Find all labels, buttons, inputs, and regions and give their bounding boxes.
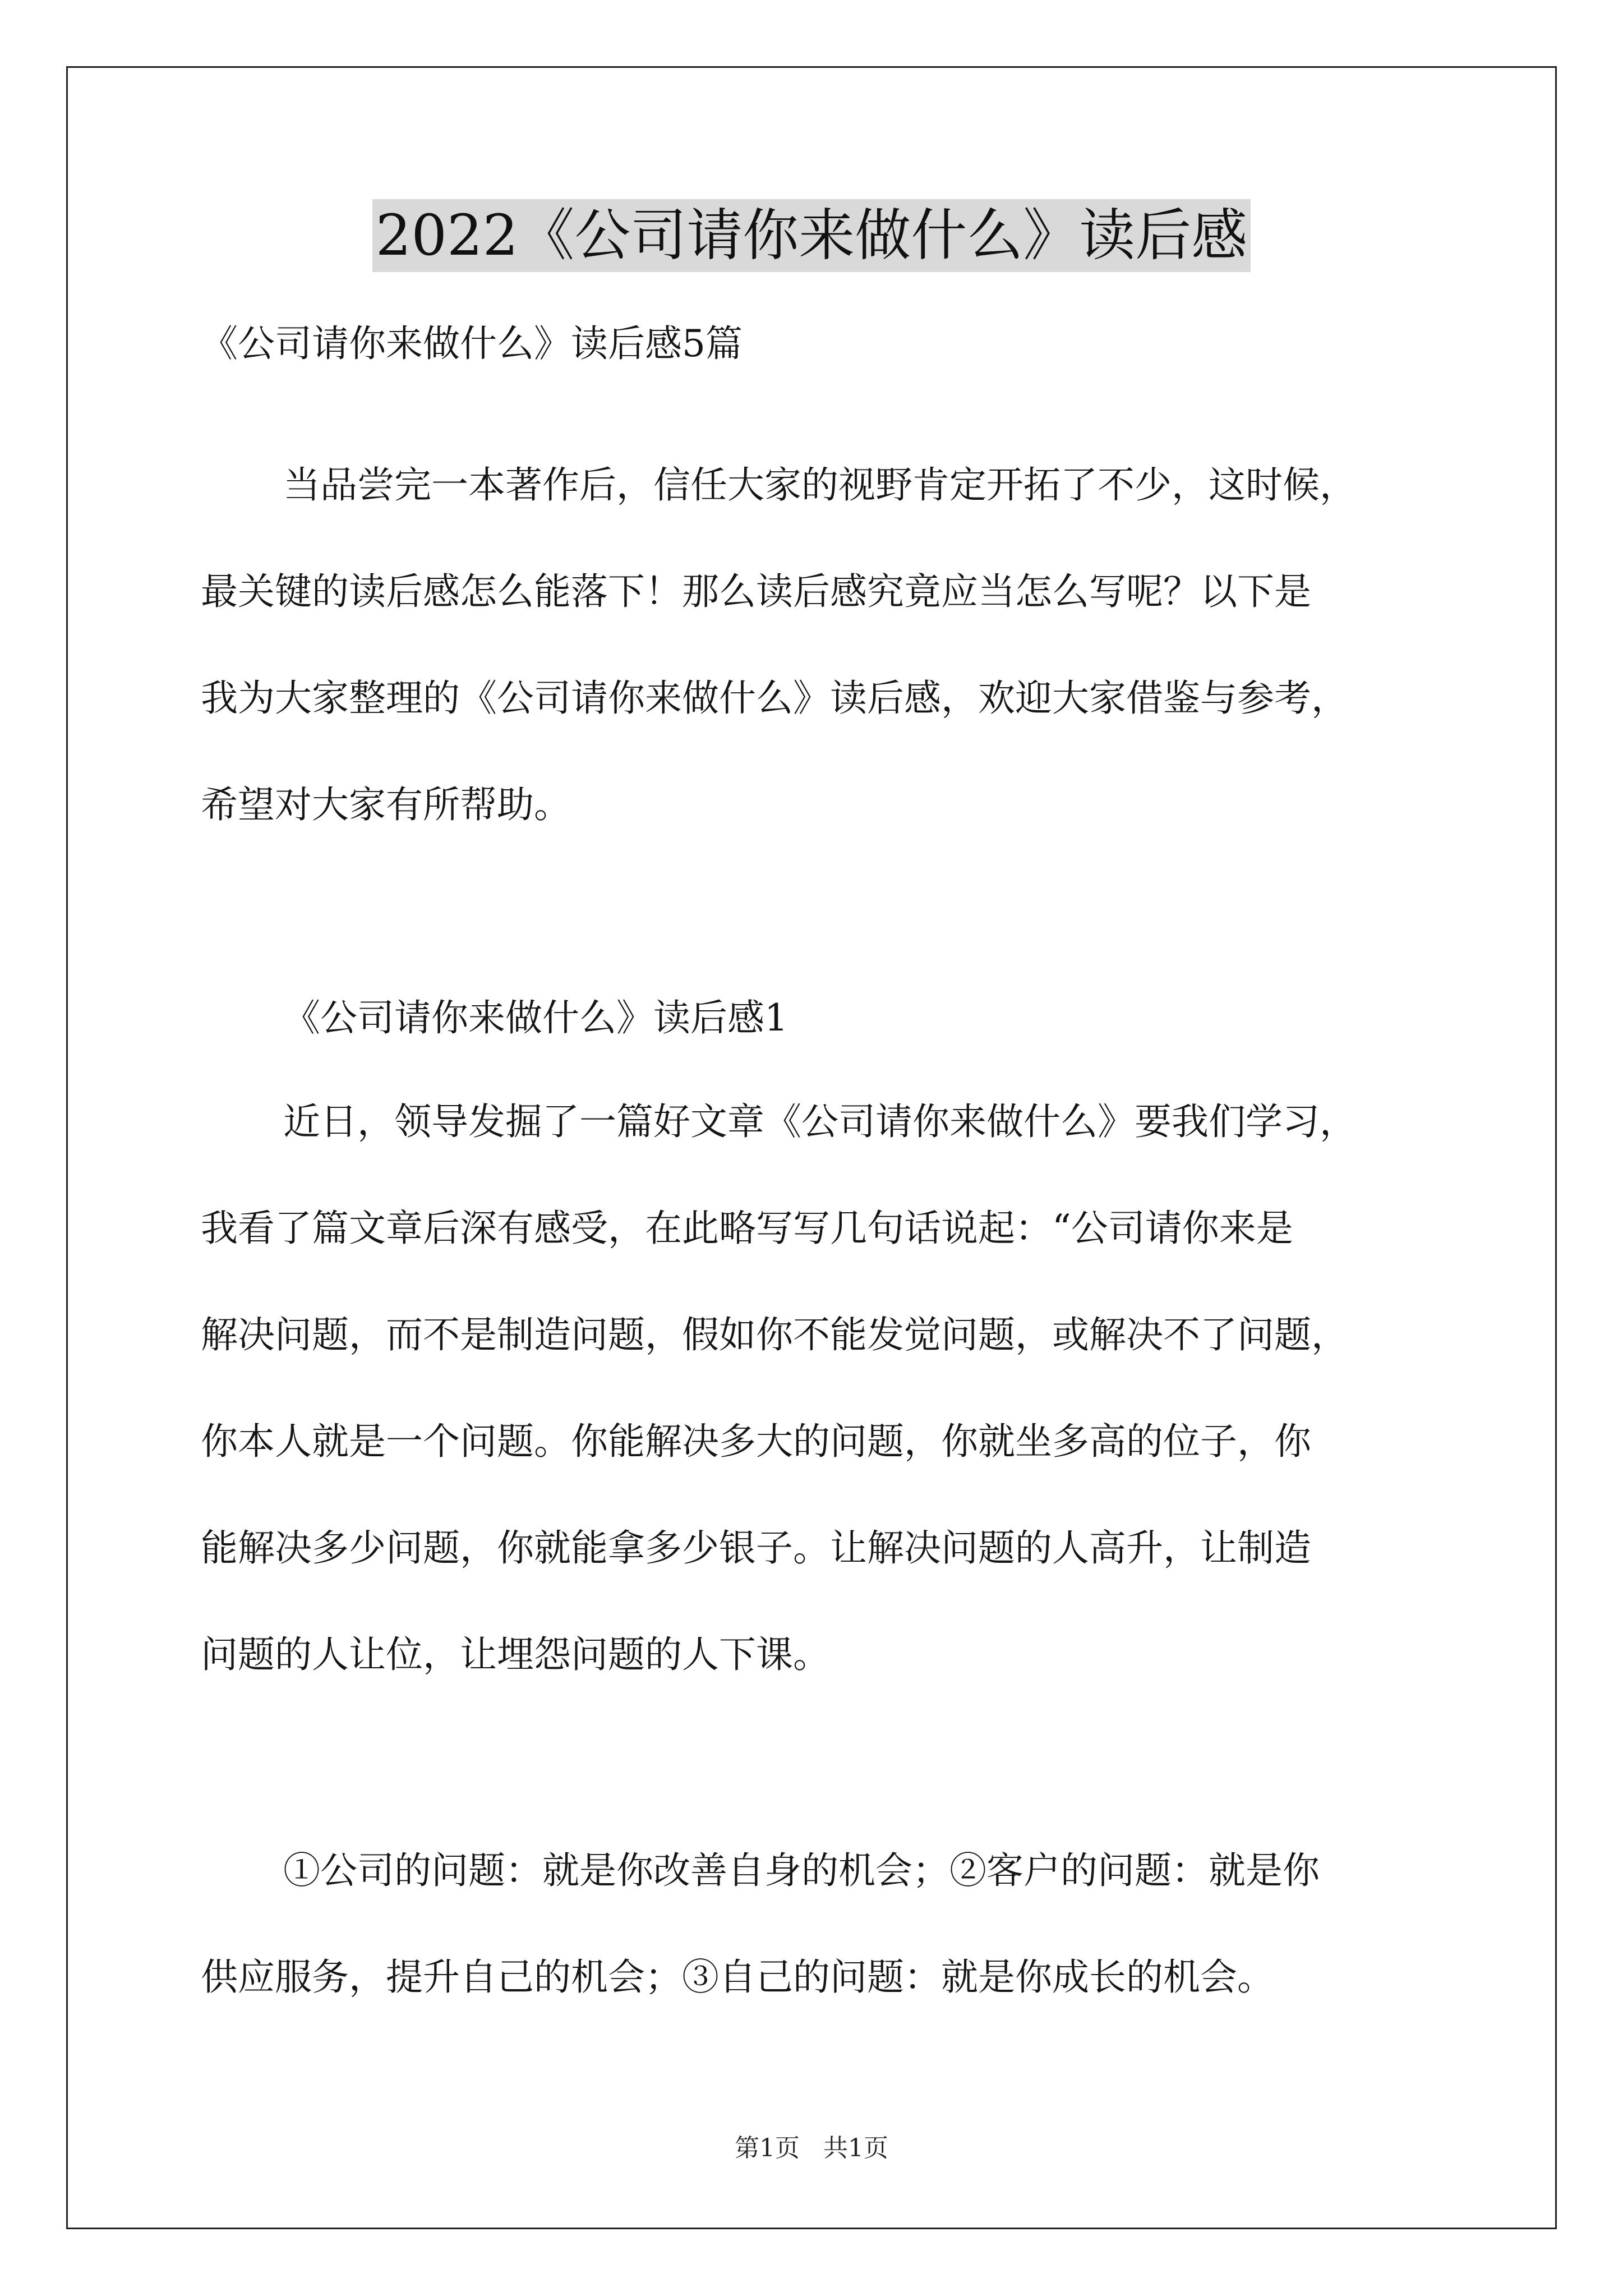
points-line-1: ①公司的问题：就是你改善自身的机会；②客户的问题：就是你 (283, 1849, 1320, 1892)
title-wrap (0, 199, 1623, 272)
intro-line-1: 当品尝完一本著作后，信任大家的视野肯定开拓了不少，这时候， (283, 463, 1357, 507)
page-footer: 第1页 共1页 (735, 2134, 888, 2162)
intro-line-2: 最关键的读后感怎么能落下！那么读后感究竟应当怎么写呢？以下是 (201, 570, 1311, 613)
body-line-4: 你本人就是一个问题。你能解决多大的问题，你就坐多高的位子，你 (201, 1420, 1311, 1463)
body-line-2: 我看了篇文章后深有感受，在此略写写几句话说起：“公司请你来是 (201, 1207, 1293, 1250)
document-title: 2022《公司请你来做什么》读后感 (372, 199, 1251, 272)
intro-line-4: 希望对大家有所帮助。 (201, 783, 571, 826)
document-subtitle: 《公司请你来做什么》读后感5篇 (201, 322, 743, 365)
points-line-2: 供应服务，提升自己的机会；③自己的问题：就是你成长的机会。 (201, 1955, 1274, 1999)
body-line-5: 能解决多少问题，你就能拿多少银子。让解决问题的人高升，让制造 (201, 1526, 1311, 1570)
page-border (66, 66, 1557, 2229)
body-line-1: 近日，领导发掘了一篇好文章《公司请你来做什么》要我们学习， (283, 1100, 1357, 1143)
intro-line-3: 我为大家整理的《公司请你来做什么》读后感，欢迎大家借鉴与参考， (201, 677, 1348, 720)
body-line-3: 解决问题，而不是制造问题，假如你不能发觉问题，或解决不了问题， (201, 1313, 1348, 1356)
section-heading: 《公司请你来做什么》读后感1 (283, 996, 788, 1039)
body-line-6: 问题的人让位，让埋怨问题的人下课。 (201, 1633, 830, 1676)
